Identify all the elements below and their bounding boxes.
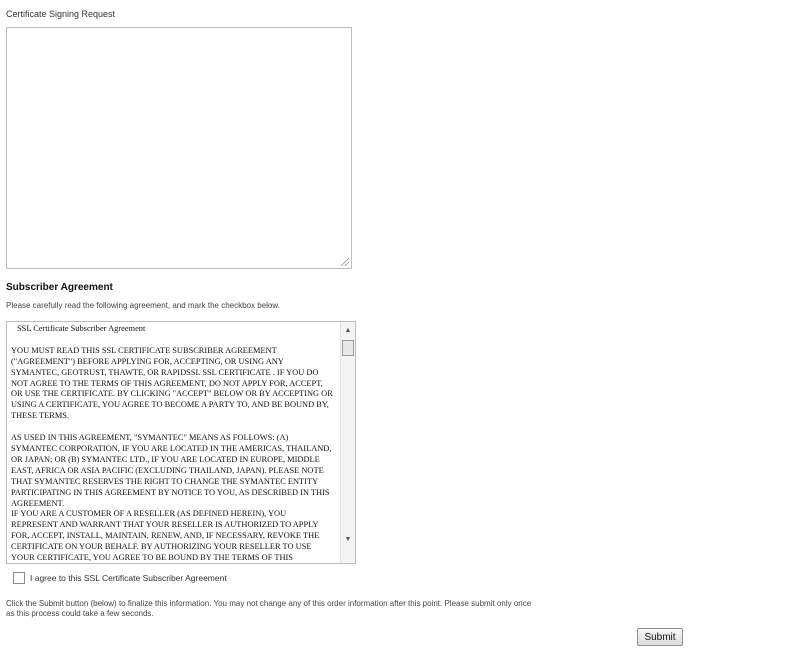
agree-label[interactable]: I agree to this SSL Certificate Subscriber Agreement — [30, 573, 227, 583]
submit-button[interactable]: Submit — [637, 628, 683, 646]
agreement-scrollbar[interactable] — [340, 322, 355, 563]
scroll-up-icon[interactable]: ▲ — [344, 327, 352, 334]
resize-grip-icon[interactable] — [341, 258, 349, 266]
agreement-title: SSL Certificate Subscriber Agreement — [17, 324, 146, 333]
agreement-textbox[interactable] — [6, 321, 356, 564]
csr-label: Certificate Signing Request — [6, 9, 116, 19]
csr-textarea[interactable] — [6, 27, 352, 269]
agree-checkbox[interactable] — [13, 572, 25, 584]
subscriber-agreement-heading: Subscriber Agreement — [6, 282, 113, 293]
scroll-thumb[interactable] — [342, 340, 354, 356]
scroll-down-icon[interactable]: ▼ — [344, 536, 352, 543]
agreement-content — [11, 324, 333, 564]
agreement-instruction: Please carefully read the following agreement, and mark the checkbox below. — [6, 301, 280, 310]
agreement-body: YOU MUST READ THIS SSL CERTIFICATE SUBSCRIBER AGREEMENT ("AGREEMENT") BEFORE APPLYING FOR, ACCEPTING, OR USING ANY SYMANTEC, GEOTRUST, THAWTE, OR RAPIDSSL SSL CERTIFICATE . IF YOU DO NOT AGREE TO THE TERMS OF THIS AGREEMENT, DO NOT APPLY FOR, ACCEPT, OR USE THE CERTIFICATE. BY CLICKING "ACCEPT" BELOW OR BY ACCEPTING OR USING A CERTIFICATE, YOU AGREE TO BECOME A PARTY TO, AND BE BOUND BY, THESE TERMS. AS USED IN THIS AGREEMENT, "SYMANTEC" MEANS AS FOLLOWS: (A) SYMANTEC CORPORATION, IF YOU ARE LOCATED IN THE AMERICAS, THAILAND, OR JAPAN; OR (B) SYMANTEC LTD., IF YOU ARE LOCATED IN EUROPE, MIDDLE EAST, AFRICA OR ASIA PACIFIC (EXCLUDING THAILAND, JAPAN). PLEASE NOTE THAT SYMANTEC RESERVES THE RIGHT TO CHANGE THE SYMANTEC ENTITY PARTICIPATING IN THIS AGREEMENT BY NOTICE TO YOU, AS DESCRIBED IN THIS AGREEMENT. IF YOU ARE A CUSTOMER OF A RESELLER (AS DEFINED HEREIN), YOU REPRESENT AND WARRANT THAT YOUR RESELLER IS AUTHORIZED TO APPLY FOR, ACCEPT, INSTALL, MAINTAIN, RENEW, AND, IF NECESSARY, REVOKE THE CERTIFICATE ON YOUR BEHALF. BY AUTHORIZING YOUR RESELLER TO USE YOUR CERTIFICATE, YOU AGREE TO BE BOUND BY THE TERMS OF THIS — [11, 345, 333, 563]
submit-note: Click the Submit button (below) to finalize this information. You may not change any of this order information after this point. Please submit only once as this process could take a few seconds. — [6, 599, 532, 618]
